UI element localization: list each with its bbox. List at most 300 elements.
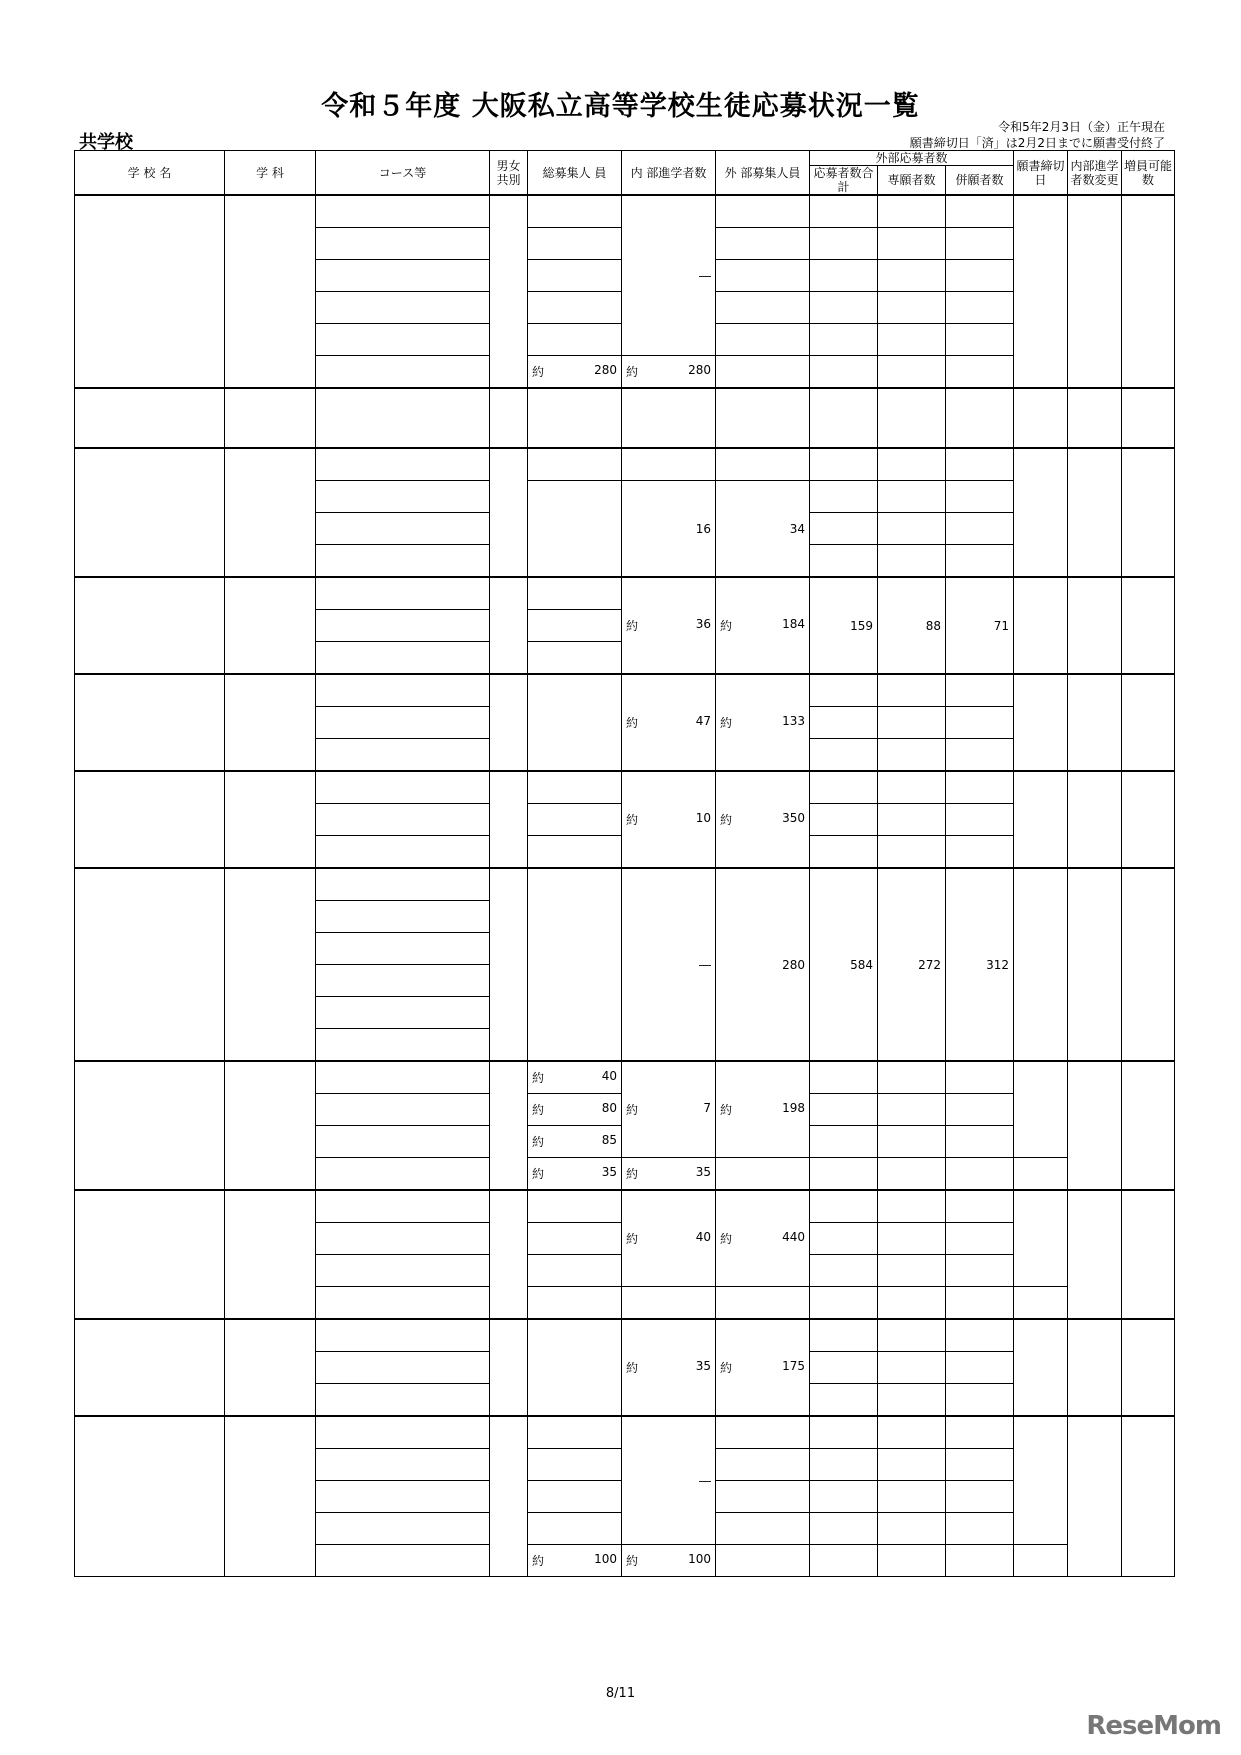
school-name xyxy=(75,674,225,771)
app-total xyxy=(810,1287,878,1320)
app-total xyxy=(810,1513,878,1545)
app-total xyxy=(810,1481,878,1513)
internal: ― xyxy=(622,868,716,1061)
as-of-date: 令和5年2月3日（金）正午現在 xyxy=(998,120,1165,134)
increase xyxy=(1122,448,1175,577)
app-total xyxy=(810,260,878,292)
heigan: 312 xyxy=(946,868,1014,1061)
course xyxy=(316,481,490,513)
heigan xyxy=(946,836,1014,869)
total xyxy=(528,481,622,578)
total xyxy=(528,1416,622,1449)
dept xyxy=(225,388,316,448)
app-total xyxy=(810,388,878,448)
deadline xyxy=(1014,448,1068,577)
app-total xyxy=(810,707,878,739)
sengan xyxy=(878,1545,946,1577)
external xyxy=(716,195,810,228)
app-total xyxy=(810,1223,878,1255)
sengan xyxy=(878,1416,946,1449)
gender xyxy=(490,195,528,388)
total xyxy=(528,1449,622,1481)
school-name xyxy=(75,1416,225,1577)
sengan xyxy=(878,356,946,389)
increase xyxy=(1122,577,1175,674)
header-school: 学 校 名 xyxy=(75,151,225,196)
app-total xyxy=(810,448,878,481)
heigan xyxy=(946,739,1014,772)
sengan xyxy=(878,1255,946,1287)
table-row xyxy=(75,771,1175,804)
gender xyxy=(490,1190,528,1319)
gender xyxy=(490,674,528,771)
increase xyxy=(1122,1319,1175,1416)
sengan xyxy=(878,195,946,228)
header-course: コース等 xyxy=(316,151,490,196)
school-name xyxy=(75,868,225,1061)
sengan xyxy=(878,804,946,836)
app-total xyxy=(810,228,878,260)
total xyxy=(528,836,622,869)
header-dept: 学 科 xyxy=(225,151,316,196)
course xyxy=(316,577,490,610)
deadline xyxy=(1014,771,1068,868)
heigan xyxy=(946,513,1014,545)
course xyxy=(316,260,490,292)
course xyxy=(316,804,490,836)
sengan: 272 xyxy=(878,868,946,1061)
external xyxy=(716,356,810,389)
app-total xyxy=(810,771,878,804)
external: 約 184 xyxy=(716,577,810,674)
sengan xyxy=(878,1319,946,1352)
total: 約 35 xyxy=(528,1158,622,1191)
total: 約 100 xyxy=(528,1545,622,1577)
external: 約 133 xyxy=(716,674,810,771)
heigan xyxy=(946,804,1014,836)
total xyxy=(528,228,622,260)
header-sengan: 専願者数 xyxy=(878,166,946,196)
app-total xyxy=(810,836,878,869)
course xyxy=(316,1061,490,1094)
school-name xyxy=(75,448,225,577)
app-total xyxy=(810,674,878,707)
course xyxy=(316,1287,490,1320)
sengan xyxy=(878,1158,946,1191)
dept xyxy=(225,1190,316,1319)
header-increase: 増員可能数 xyxy=(1122,151,1175,196)
external: 約 175 xyxy=(716,1319,810,1416)
external xyxy=(716,260,810,292)
course xyxy=(316,228,490,260)
course xyxy=(316,836,490,869)
external: 280 xyxy=(716,868,810,1061)
external: 約 440 xyxy=(716,1190,810,1287)
course xyxy=(316,1319,490,1352)
table-row xyxy=(75,868,1175,901)
sengan xyxy=(878,228,946,260)
dept xyxy=(225,868,316,1061)
header-app-total: 応募者数合計 xyxy=(810,166,878,196)
increase xyxy=(1122,1061,1175,1190)
sengan xyxy=(878,1126,946,1158)
deadline xyxy=(1014,1287,1068,1320)
course xyxy=(316,1126,490,1158)
header-external: 外 部募集人員 xyxy=(716,151,810,196)
course xyxy=(316,324,490,356)
internal: ― xyxy=(622,1416,716,1545)
int-change xyxy=(1068,1190,1122,1319)
external xyxy=(716,1513,810,1545)
internal: 約 35 xyxy=(622,1319,716,1416)
heigan xyxy=(946,1126,1014,1158)
external xyxy=(716,1481,810,1513)
total xyxy=(528,610,622,642)
heigan xyxy=(946,292,1014,324)
school-name xyxy=(75,1319,225,1416)
external: 約 350 xyxy=(716,771,810,868)
total xyxy=(528,642,622,675)
gender xyxy=(490,1416,528,1577)
heigan xyxy=(946,1061,1014,1094)
app-total xyxy=(810,481,878,513)
sengan xyxy=(878,1223,946,1255)
int-change xyxy=(1068,674,1122,771)
heigan xyxy=(946,448,1014,481)
int-change xyxy=(1068,388,1122,448)
heigan xyxy=(946,1223,1014,1255)
int-change xyxy=(1068,1416,1122,1577)
table-row xyxy=(75,577,1175,610)
table-body xyxy=(75,195,1175,1577)
total xyxy=(528,1481,622,1513)
increase xyxy=(1122,674,1175,771)
total: 約 80 xyxy=(528,1094,622,1126)
app-total xyxy=(810,292,878,324)
sengan xyxy=(878,1384,946,1417)
course xyxy=(316,1416,490,1449)
deadline xyxy=(1014,1545,1068,1577)
table-row xyxy=(75,195,1175,228)
course xyxy=(316,545,490,578)
int-change xyxy=(1068,1319,1122,1416)
header-internal: 内 部進学者数 xyxy=(622,151,716,196)
heigan xyxy=(946,228,1014,260)
gender xyxy=(490,868,528,1061)
total xyxy=(528,1223,622,1255)
heigan xyxy=(946,771,1014,804)
deadline xyxy=(1014,577,1068,674)
course xyxy=(316,356,490,389)
app-total xyxy=(810,324,878,356)
internal: 約 40 xyxy=(622,1190,716,1287)
course xyxy=(316,707,490,739)
heigan xyxy=(946,545,1014,578)
gender xyxy=(490,1319,528,1416)
internal: ― xyxy=(622,195,716,356)
course xyxy=(316,674,490,707)
app-total xyxy=(810,1416,878,1449)
total xyxy=(528,195,622,228)
sengan xyxy=(878,448,946,481)
course xyxy=(316,642,490,675)
course xyxy=(316,1449,490,1481)
deadline xyxy=(1014,1158,1068,1191)
sengan xyxy=(878,1481,946,1513)
int-change xyxy=(1068,195,1122,388)
increase xyxy=(1122,195,1175,388)
course xyxy=(316,610,490,642)
total xyxy=(528,1287,622,1320)
total xyxy=(528,324,622,356)
app-total xyxy=(810,1190,878,1223)
int-change xyxy=(1068,448,1122,577)
header-int-change: 内部進学者数変更 xyxy=(1068,151,1122,196)
total xyxy=(528,804,622,836)
course xyxy=(316,868,490,901)
dept xyxy=(225,1416,316,1577)
external xyxy=(716,292,810,324)
app-total xyxy=(810,1545,878,1577)
external xyxy=(716,324,810,356)
app-total: 159 xyxy=(810,577,878,674)
total xyxy=(528,260,622,292)
deadline xyxy=(1014,1319,1068,1416)
dept xyxy=(225,771,316,868)
total xyxy=(528,448,622,481)
external xyxy=(716,1287,810,1320)
app-total xyxy=(810,804,878,836)
int-change xyxy=(1068,577,1122,674)
applications-table xyxy=(74,150,1175,1577)
dept xyxy=(225,577,316,674)
internal: 約 7 xyxy=(622,1061,716,1158)
course xyxy=(316,448,490,481)
app-total: 584 xyxy=(810,868,878,1061)
sengan xyxy=(878,260,946,292)
course xyxy=(316,965,490,997)
deadline-note: 願書締切日「済」は2月2日までに願書受付終了 xyxy=(909,136,1165,150)
app-total xyxy=(810,545,878,578)
heigan xyxy=(946,1384,1014,1417)
increase xyxy=(1122,1416,1175,1577)
table-row xyxy=(75,1061,1175,1094)
heigan xyxy=(946,1352,1014,1384)
page-number: 8/11 xyxy=(605,1686,636,1701)
app-total xyxy=(810,1352,878,1384)
course xyxy=(316,1029,490,1062)
heigan xyxy=(946,1416,1014,1449)
sengan xyxy=(878,481,946,513)
sengan xyxy=(878,545,946,578)
course xyxy=(316,292,490,324)
heigan xyxy=(946,356,1014,389)
deadline xyxy=(1014,1416,1068,1545)
internal: 約 280 xyxy=(622,356,716,389)
course xyxy=(316,388,490,448)
heigan xyxy=(946,1190,1014,1223)
external xyxy=(716,1416,810,1449)
sengan xyxy=(878,1061,946,1094)
deadline xyxy=(1014,1190,1068,1287)
app-total xyxy=(810,195,878,228)
total xyxy=(528,577,622,610)
dept xyxy=(225,674,316,771)
app-total xyxy=(810,1384,878,1417)
school-name xyxy=(75,388,225,448)
gender xyxy=(490,577,528,674)
school-name xyxy=(75,577,225,674)
school-name xyxy=(75,771,225,868)
app-total xyxy=(810,1319,878,1352)
internal: 約 35 xyxy=(622,1158,716,1191)
total xyxy=(528,674,622,771)
external xyxy=(716,388,810,448)
external: 34 xyxy=(716,481,810,578)
header-gender: 男女共別 xyxy=(490,151,528,196)
sengan xyxy=(878,388,946,448)
app-total xyxy=(810,1158,878,1191)
course xyxy=(316,1352,490,1384)
course xyxy=(316,771,490,804)
app-total xyxy=(810,739,878,772)
sengan xyxy=(878,324,946,356)
course xyxy=(316,1094,490,1126)
course xyxy=(316,1513,490,1545)
course xyxy=(316,933,490,965)
table-row xyxy=(75,1190,1175,1223)
app-total xyxy=(810,1094,878,1126)
total xyxy=(528,771,622,804)
table-row xyxy=(75,448,1175,481)
increase xyxy=(1122,868,1175,1061)
heigan xyxy=(946,481,1014,513)
heigan xyxy=(946,707,1014,739)
section-label: 共学校 xyxy=(79,132,133,153)
table-row xyxy=(75,1319,1175,1352)
gender xyxy=(490,388,528,448)
sengan xyxy=(878,771,946,804)
header-deadline: 願書締切日 xyxy=(1014,151,1068,196)
page-title: 令和５年度 大阪私立高等学校生徒応募状況一覧 xyxy=(321,91,920,122)
sengan xyxy=(878,513,946,545)
course xyxy=(316,1481,490,1513)
app-total xyxy=(810,1126,878,1158)
deadline xyxy=(1014,1061,1068,1158)
header-heigan: 併願者数 xyxy=(946,166,1014,196)
internal: 約 100 xyxy=(622,1545,716,1577)
total xyxy=(528,1319,622,1416)
course xyxy=(316,997,490,1029)
table-row xyxy=(75,674,1175,707)
dept xyxy=(225,195,316,388)
course xyxy=(316,1190,490,1223)
course xyxy=(316,901,490,933)
external xyxy=(716,1158,810,1191)
heigan xyxy=(946,1513,1014,1545)
internal: 約 10 xyxy=(622,771,716,868)
total xyxy=(528,1190,622,1223)
deadline xyxy=(1014,388,1068,448)
gender xyxy=(490,448,528,577)
sengan xyxy=(878,292,946,324)
sengan: 88 xyxy=(878,577,946,674)
sengan xyxy=(878,1513,946,1545)
external xyxy=(716,228,810,260)
total: 約 40 xyxy=(528,1061,622,1094)
internal xyxy=(622,1287,716,1320)
app-total xyxy=(810,513,878,545)
internal: 約 47 xyxy=(622,674,716,771)
course xyxy=(316,1384,490,1417)
heigan xyxy=(946,195,1014,228)
total xyxy=(528,1513,622,1545)
logo: ReseMom xyxy=(1086,1711,1221,1741)
heigan xyxy=(946,1481,1014,1513)
increase xyxy=(1122,1190,1175,1319)
internal: 16 xyxy=(622,481,716,578)
heigan xyxy=(946,674,1014,707)
school-name xyxy=(75,1190,225,1319)
sengan xyxy=(878,739,946,772)
external: 約 198 xyxy=(716,1061,810,1158)
heigan xyxy=(946,1545,1014,1577)
table-row xyxy=(75,1416,1175,1449)
total xyxy=(528,1255,622,1287)
sengan xyxy=(878,836,946,869)
total xyxy=(528,292,622,324)
internal xyxy=(622,448,716,481)
app-total xyxy=(810,356,878,389)
int-change xyxy=(1068,868,1122,1061)
heigan: 71 xyxy=(946,577,1014,674)
sengan xyxy=(878,1287,946,1320)
gender xyxy=(490,1061,528,1190)
internal: 約 36 xyxy=(622,577,716,674)
dept xyxy=(225,448,316,577)
course xyxy=(316,195,490,228)
app-total xyxy=(810,1061,878,1094)
heigan xyxy=(946,1255,1014,1287)
course xyxy=(316,1545,490,1577)
sengan xyxy=(878,707,946,739)
external xyxy=(716,1545,810,1577)
total: 約 85 xyxy=(528,1126,622,1158)
sengan xyxy=(878,1094,946,1126)
app-total xyxy=(810,1255,878,1287)
heigan xyxy=(946,1449,1014,1481)
header-total: 総募集人 員 xyxy=(528,151,622,196)
increase xyxy=(1122,388,1175,448)
gender xyxy=(490,771,528,868)
deadline xyxy=(1014,868,1068,1061)
heigan xyxy=(946,1158,1014,1191)
sengan xyxy=(878,1352,946,1384)
deadline xyxy=(1014,674,1068,771)
heigan xyxy=(946,324,1014,356)
course xyxy=(316,739,490,772)
course xyxy=(316,1255,490,1287)
heigan xyxy=(946,388,1014,448)
total xyxy=(528,388,622,448)
int-change xyxy=(1068,771,1122,868)
heigan xyxy=(946,1094,1014,1126)
external xyxy=(716,1449,810,1481)
int-change xyxy=(1068,1061,1122,1190)
increase xyxy=(1122,771,1175,868)
total xyxy=(528,868,622,1061)
sengan xyxy=(878,1449,946,1481)
